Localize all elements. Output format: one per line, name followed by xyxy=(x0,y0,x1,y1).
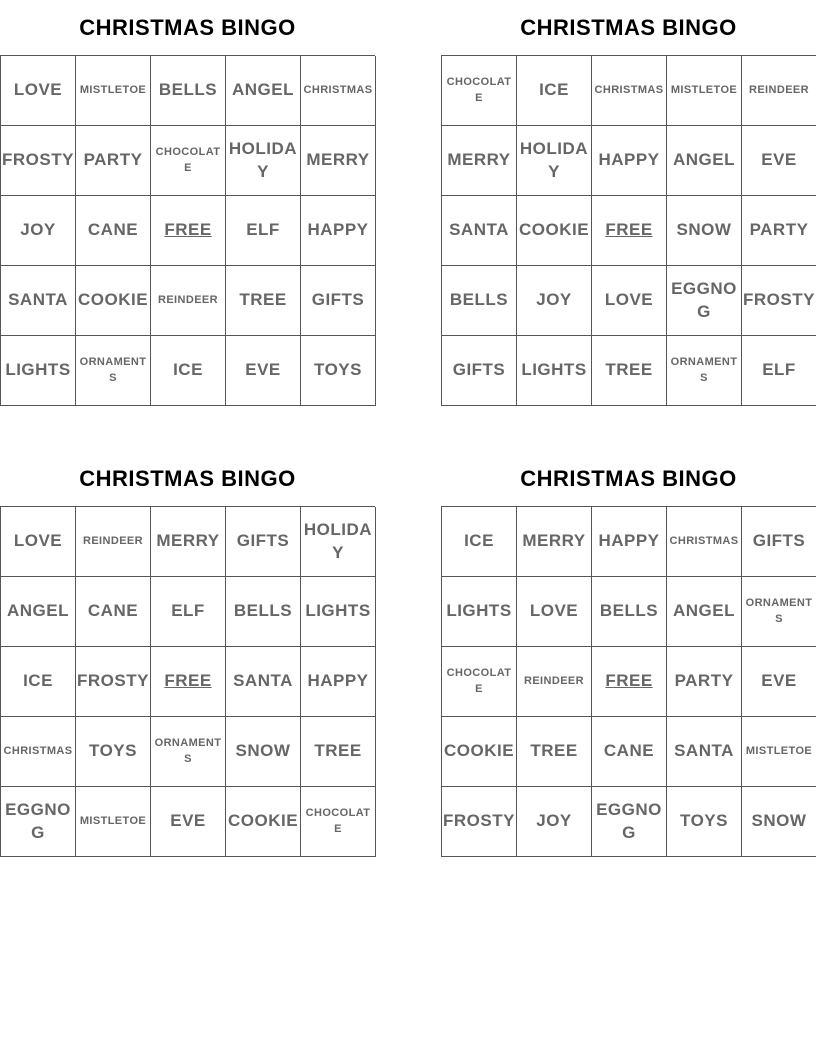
bingo-cell: TOYS xyxy=(667,787,742,857)
bingo-cell: ANGEL xyxy=(667,577,742,647)
bingo-cell: COOKIE xyxy=(226,787,301,857)
bingo-cell: EVE xyxy=(742,647,816,717)
bingo-cell: LIGHTS xyxy=(1,336,76,406)
bingo-grid xyxy=(441,506,816,857)
bingo-cell: HAPPY xyxy=(301,196,376,266)
bingo-cell: TREE xyxy=(301,717,376,787)
bingo-cell: SANTA xyxy=(226,647,301,717)
bingo-cell: TOYS xyxy=(76,717,151,787)
bingo-grid xyxy=(0,506,375,857)
bingo-cell: ELF xyxy=(742,336,816,406)
bingo-cell: SNOW xyxy=(226,717,301,787)
bingo-cell: FROSTY xyxy=(442,787,517,857)
bingo-cell: MERRY xyxy=(517,507,592,577)
bingo-cell: GIFTS xyxy=(742,507,816,577)
bingo-cell: JOY xyxy=(517,787,592,857)
bingo-cell: ANGEL xyxy=(667,126,742,196)
bingo-cell: ORNAMENTS xyxy=(76,336,151,406)
bingo-cell: JOY xyxy=(1,196,76,266)
bingo-grid xyxy=(0,55,375,406)
card-title: CHRISTMAS BINGO xyxy=(520,466,737,491)
free-space-cell: FREE xyxy=(151,647,226,717)
bingo-cell: REINDEER xyxy=(517,647,592,717)
bingo-cell: EVE xyxy=(151,787,226,857)
bingo-cell: ICE xyxy=(1,647,76,717)
bingo-cell: ORNAMENTS xyxy=(667,336,742,406)
bingo-card-2 xyxy=(441,0,816,406)
bingo-cell: GIFTS xyxy=(301,266,376,336)
bingo-card-3 xyxy=(0,451,375,857)
bingo-cell: TOYS xyxy=(301,336,376,406)
bingo-cell: REINDEER xyxy=(76,507,151,577)
bingo-cell: HOLIDAY xyxy=(517,126,592,196)
bingo-cell: ORNAMENTS xyxy=(742,577,816,647)
bingo-cell: HAPPY xyxy=(301,647,376,717)
bingo-cell: PARTY xyxy=(667,647,742,717)
bingo-cell: SNOW xyxy=(742,787,816,857)
bingo-cell: EVE xyxy=(742,126,816,196)
free-space-cell: FREE xyxy=(592,196,667,266)
bingo-cell: ANGEL xyxy=(1,577,76,647)
bingo-cell: CHOCOLATE xyxy=(442,647,517,717)
bingo-cell: SANTA xyxy=(667,717,742,787)
bingo-cell: TREE xyxy=(592,336,667,406)
bingo-cell: ELF xyxy=(226,196,301,266)
bingo-cell: GIFTS xyxy=(226,507,301,577)
bingo-cell: BELLS xyxy=(151,56,226,126)
bingo-cell: ELF xyxy=(151,577,226,647)
bingo-cell: CANE xyxy=(76,196,151,266)
card-title: CHRISTMAS BINGO xyxy=(79,15,296,40)
bingo-cell: PARTY xyxy=(742,196,816,266)
bingo-cell: CANE xyxy=(76,577,151,647)
bingo-cell: BELLS xyxy=(592,577,667,647)
bingo-cell: ICE xyxy=(442,507,517,577)
card-title: CHRISTMAS BINGO xyxy=(79,466,296,491)
bingo-cell: HOLIDAY xyxy=(301,507,376,577)
bingo-cell: FROSTY xyxy=(742,266,816,336)
bingo-cell: MISTLETOE xyxy=(742,717,816,787)
bingo-cell: LIGHTS xyxy=(301,577,376,647)
bingo-cell: GIFTS xyxy=(442,336,517,406)
bingo-cell: CHOCOLATE xyxy=(301,787,376,857)
free-space-cell: FREE xyxy=(151,196,226,266)
bingo-cell: SANTA xyxy=(1,266,76,336)
bingo-cell: EGGNOG xyxy=(1,787,76,857)
bingo-cell: LOVE xyxy=(517,577,592,647)
bingo-cell: LOVE xyxy=(1,56,76,126)
bingo-cell: MERRY xyxy=(151,507,226,577)
bingo-cell: MISTLETOE xyxy=(667,56,742,126)
bingo-cell: MISTLETOE xyxy=(76,787,151,857)
bingo-cell: ANGEL xyxy=(226,56,301,126)
bingo-cell: COOKIE xyxy=(517,196,592,266)
bingo-cell: ICE xyxy=(517,56,592,126)
bingo-cell: LIGHTS xyxy=(442,577,517,647)
bingo-card-1 xyxy=(0,0,375,406)
bingo-cell: LOVE xyxy=(592,266,667,336)
bingo-cell: LIGHTS xyxy=(517,336,592,406)
bingo-cell: SANTA xyxy=(442,196,517,266)
bingo-cell: CANE xyxy=(592,717,667,787)
bingo-cell: COOKIE xyxy=(442,717,517,787)
bingo-cell: EGGNOG xyxy=(667,266,742,336)
bingo-cell: REINDEER xyxy=(742,56,816,126)
bingo-cell: HOLIDAY xyxy=(226,126,301,196)
bingo-cell: EVE xyxy=(226,336,301,406)
bingo-cell: PARTY xyxy=(76,126,151,196)
bingo-cell: BELLS xyxy=(442,266,517,336)
bingo-cell: EGGNOG xyxy=(592,787,667,857)
bingo-cell: ICE xyxy=(151,336,226,406)
bingo-cell: CHRISTMAS xyxy=(1,717,76,787)
bingo-cell: COOKIE xyxy=(76,266,151,336)
card-title: CHRISTMAS BINGO xyxy=(520,15,737,40)
bingo-cell: CHOCOLATE xyxy=(442,56,517,126)
bingo-cell: SNOW xyxy=(667,196,742,266)
bingo-cell: CHRISTMAS xyxy=(301,56,376,126)
bingo-cell: CHRISTMAS xyxy=(592,56,667,126)
bingo-cell: CHOCOLATE xyxy=(151,126,226,196)
bingo-cell: MERRY xyxy=(301,126,376,196)
bingo-cell: HAPPY xyxy=(592,126,667,196)
bingo-cell: CHRISTMAS xyxy=(667,507,742,577)
bingo-cell: FROSTY xyxy=(76,647,151,717)
bingo-cell: ORNAMENTS xyxy=(151,717,226,787)
bingo-cell: HAPPY xyxy=(592,507,667,577)
bingo-cell: TREE xyxy=(226,266,301,336)
free-space-cell: FREE xyxy=(592,647,667,717)
bingo-cell: LOVE xyxy=(1,507,76,577)
bingo-cell: FROSTY xyxy=(1,126,76,196)
bingo-cell: TREE xyxy=(517,717,592,787)
bingo-cell: MERRY xyxy=(442,126,517,196)
bingo-cell: MISTLETOE xyxy=(76,56,151,126)
bingo-cell: BELLS xyxy=(226,577,301,647)
bingo-cell: JOY xyxy=(517,266,592,336)
bingo-grid xyxy=(441,55,816,406)
bingo-cell: REINDEER xyxy=(151,266,226,336)
bingo-card-4 xyxy=(441,451,816,857)
